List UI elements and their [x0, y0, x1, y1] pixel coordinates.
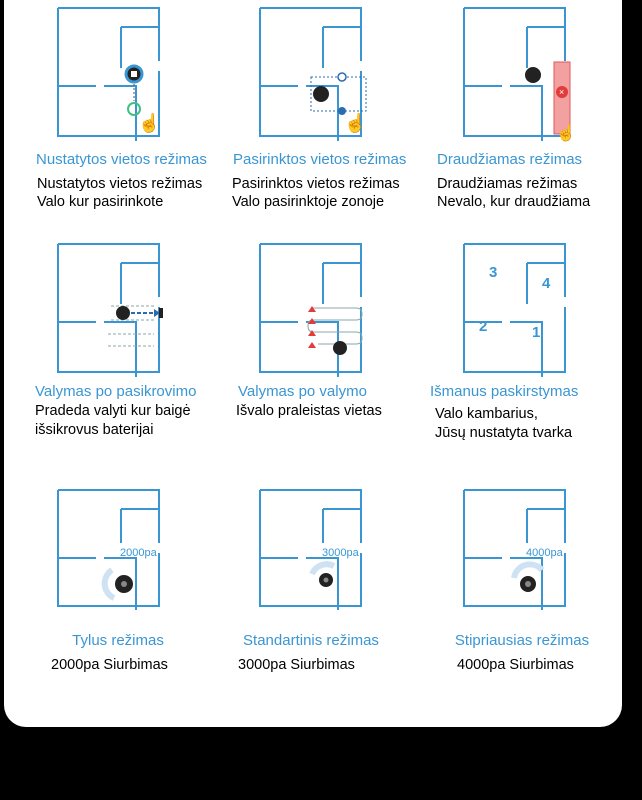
mode-title: Stipriausias režimas [454, 632, 590, 649]
room-number: 2 [479, 318, 488, 335]
floor-plan [258, 488, 388, 613]
mode-resume-after-charge [26, 236, 232, 446]
mode-line-1: 2000pa Siurbimas [51, 657, 168, 673]
svg-text:×: × [559, 87, 565, 97]
mode-line-1: Išvalo praleistas vietas [236, 403, 382, 419]
room-number: 4 [542, 275, 551, 292]
room-number: 1 [532, 324, 541, 341]
mode-title: Standartinis režimas [243, 632, 379, 649]
pressure-badge: 3000pa [322, 547, 359, 559]
floor-plan [462, 6, 592, 146]
floor-plan [258, 242, 388, 382]
hand-cursor-icon: ☝ [138, 113, 161, 133]
mode-line-1: Nustatytos vietos režimas [37, 176, 203, 192]
arrow-markers [308, 306, 316, 348]
mode-title: Pasirinktos vietos režimas [233, 151, 407, 168]
floor-plan [462, 242, 592, 382]
mode-line-1: Valo kambarius, [435, 406, 538, 422]
mode-smart-zoning [432, 236, 638, 446]
robot-icon [116, 306, 130, 320]
mode-line-2: Nevalo, kur draudžiama [437, 194, 591, 210]
mode-title: Valymas po pasikrovimo [35, 383, 197, 400]
mode-title: Draudžiamas režimas [437, 151, 583, 168]
mode-line-2: Valo pasirinktoje zonoje [232, 194, 385, 210]
mode-title: Nustatytos vietos režimas [36, 151, 207, 168]
feature-card [4, 0, 622, 727]
floor-plan [56, 242, 186, 382]
mode-line-1: 3000pa Siurbimas [238, 657, 355, 673]
floor-plan [258, 6, 388, 146]
robot-icon [333, 341, 347, 355]
mode-line-2: Jūsų nustatyta tvarka [435, 425, 573, 441]
floor-plan [56, 488, 186, 613]
mode-line-1: Pradeda valyti kur baigė [35, 403, 191, 419]
mode-line-2: išsikrovus baterijai [35, 422, 154, 438]
mode-forbidden [432, 0, 638, 220]
mode-title: Išmanus paskirstymas [430, 383, 579, 400]
mode-line-1: Pasirinktos vietos režimas [232, 176, 400, 192]
mode-title: Valymas po valymo [238, 383, 367, 400]
mode-max [432, 484, 638, 684]
mode-selected-area [230, 0, 436, 220]
mode-title: Tylus režimas [72, 632, 164, 649]
pressure-badge: 4000pa [526, 547, 563, 559]
mode-line-2: Valo kur pasirinkote [37, 194, 164, 210]
floor-plan [56, 6, 186, 146]
hand-cursor-icon: ☝ [556, 125, 576, 142]
floor-plan [462, 488, 592, 613]
mode-quiet [26, 484, 232, 684]
robot-icon [313, 86, 329, 102]
mode-line-1: Draudžiamas režimas [437, 176, 578, 192]
mode-fixed-spot [26, 0, 232, 220]
room-number: 3 [489, 264, 498, 281]
mode-standard [230, 484, 436, 684]
pressure-badge: 2000pa [120, 547, 157, 559]
robot-icon [525, 67, 541, 83]
mode-clean-after-clean [230, 236, 436, 446]
mode-line-1: 4000pa Siurbimas [457, 657, 574, 673]
dock-icon [159, 308, 163, 318]
hand-cursor-icon: ☝ [344, 113, 367, 133]
